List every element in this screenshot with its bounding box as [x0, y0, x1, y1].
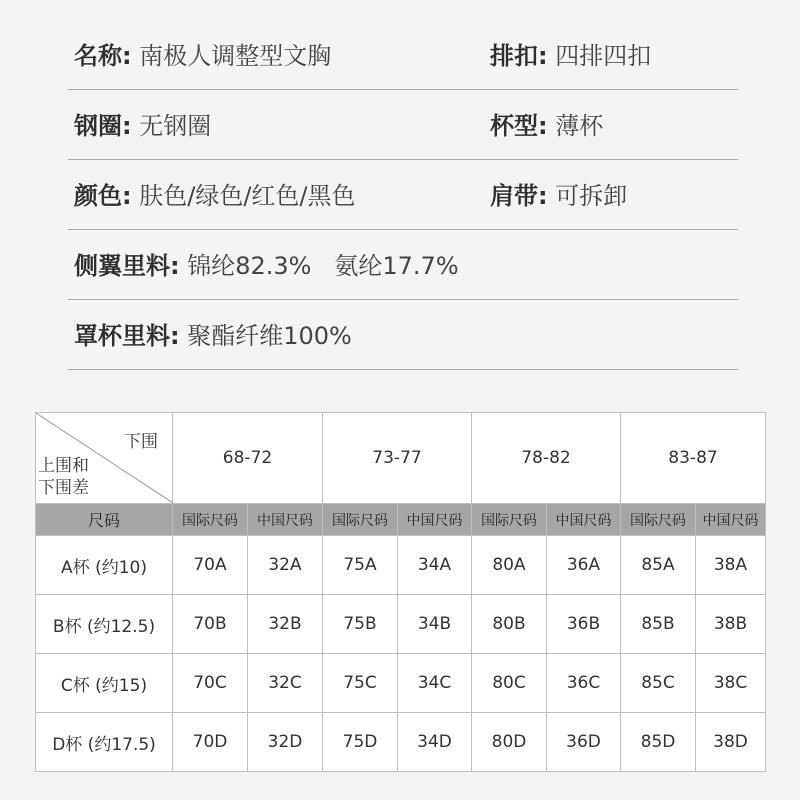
size-cell: 70C: [173, 654, 248, 713]
size-cell: 32D: [248, 713, 323, 772]
range-header: 83-87: [621, 413, 766, 504]
cn-size-header: 中国尺码: [696, 504, 766, 536]
size-cell: 80B: [472, 595, 547, 654]
size-cell: 85A: [621, 536, 696, 595]
size-chart: [35, 412, 765, 772]
table-row: [36, 595, 766, 654]
size-cell: 38D: [696, 713, 766, 772]
table-row: [36, 536, 766, 595]
spec-row: [68, 230, 738, 300]
size-cell: 70A: [173, 536, 248, 595]
size-cell: 38A: [696, 536, 766, 595]
spec-wing-lining: 侧翼里料: 锦纶82.3% 氨纶17.7%: [74, 252, 459, 280]
spec-name: 名称: 南极人调整型文胸: [74, 42, 332, 70]
corner-cell: [36, 413, 173, 504]
size-cell: 85B: [621, 595, 696, 654]
spec-row: [68, 160, 738, 230]
size-cell: 70B: [173, 595, 248, 654]
spec-colors: 颜色: 肤色/绿色/红色/黑色: [74, 182, 356, 210]
size-cell: 85C: [621, 654, 696, 713]
corner-bottom-label: 上围和 下围差: [38, 456, 89, 498]
corner-top-label: 下围: [124, 432, 158, 452]
size-cell: 75D: [323, 713, 398, 772]
size-cell: 80C: [472, 654, 547, 713]
cup-label: B杯 (约12.5): [36, 595, 173, 654]
table-row: [36, 713, 766, 772]
size-cell: 75A: [323, 536, 398, 595]
cn-size-header: 中国尺码: [547, 504, 621, 536]
size-cell: 34D: [398, 713, 472, 772]
size-cell: 36D: [547, 713, 621, 772]
size-cell: 32A: [248, 536, 323, 595]
spec-clasp: 排扣: 四排四扣: [490, 42, 652, 70]
size-cell: 80D: [472, 713, 547, 772]
cup-label: D杯 (约17.5): [36, 713, 173, 772]
range-header: 78-82: [472, 413, 621, 504]
size-cell: 38C: [696, 654, 766, 713]
size-cell: 32C: [248, 654, 323, 713]
size-cell: 75C: [323, 654, 398, 713]
size-cell: 36C: [547, 654, 621, 713]
intl-size-header: 国际尺码: [621, 504, 696, 536]
spec-list: [68, 20, 738, 370]
size-cell: 70D: [173, 713, 248, 772]
size-cell: 36A: [547, 536, 621, 595]
cup-label: A杯 (约10): [36, 536, 173, 595]
intl-size-header: 国际尺码: [323, 504, 398, 536]
spec-straps: 肩带: 可拆卸: [490, 182, 628, 210]
intl-size-header: 国际尺码: [173, 504, 248, 536]
size-cell: 34B: [398, 595, 472, 654]
spec-row: [68, 300, 738, 370]
size-cell: 34C: [398, 654, 472, 713]
range-header: 68-72: [173, 413, 323, 504]
spec-row: [68, 20, 738, 90]
cup-label: C杯 (约15): [36, 654, 173, 713]
spec-underwire: 钢圈: 无钢圈: [74, 112, 212, 140]
size-cell: 34A: [398, 536, 472, 595]
spec-cup-type: 杯型: 薄杯: [490, 112, 604, 140]
spec-cup-lining: 罩杯里料: 聚酯纤维100%: [74, 322, 352, 350]
size-label: 尺码: [36, 504, 173, 536]
spec-row: [68, 90, 738, 160]
size-cell: 80A: [472, 536, 547, 595]
size-cell: 75B: [323, 595, 398, 654]
size-table: [35, 412, 766, 772]
intl-size-header: 国际尺码: [472, 504, 547, 536]
size-cell: 32B: [248, 595, 323, 654]
cn-size-header: 中国尺码: [248, 504, 323, 536]
range-header: 73-77: [323, 413, 472, 504]
size-cell: 85D: [621, 713, 696, 772]
size-cell: 38B: [696, 595, 766, 654]
size-cell: 36B: [547, 595, 621, 654]
cn-size-header: 中国尺码: [398, 504, 472, 536]
table-row: [36, 654, 766, 713]
